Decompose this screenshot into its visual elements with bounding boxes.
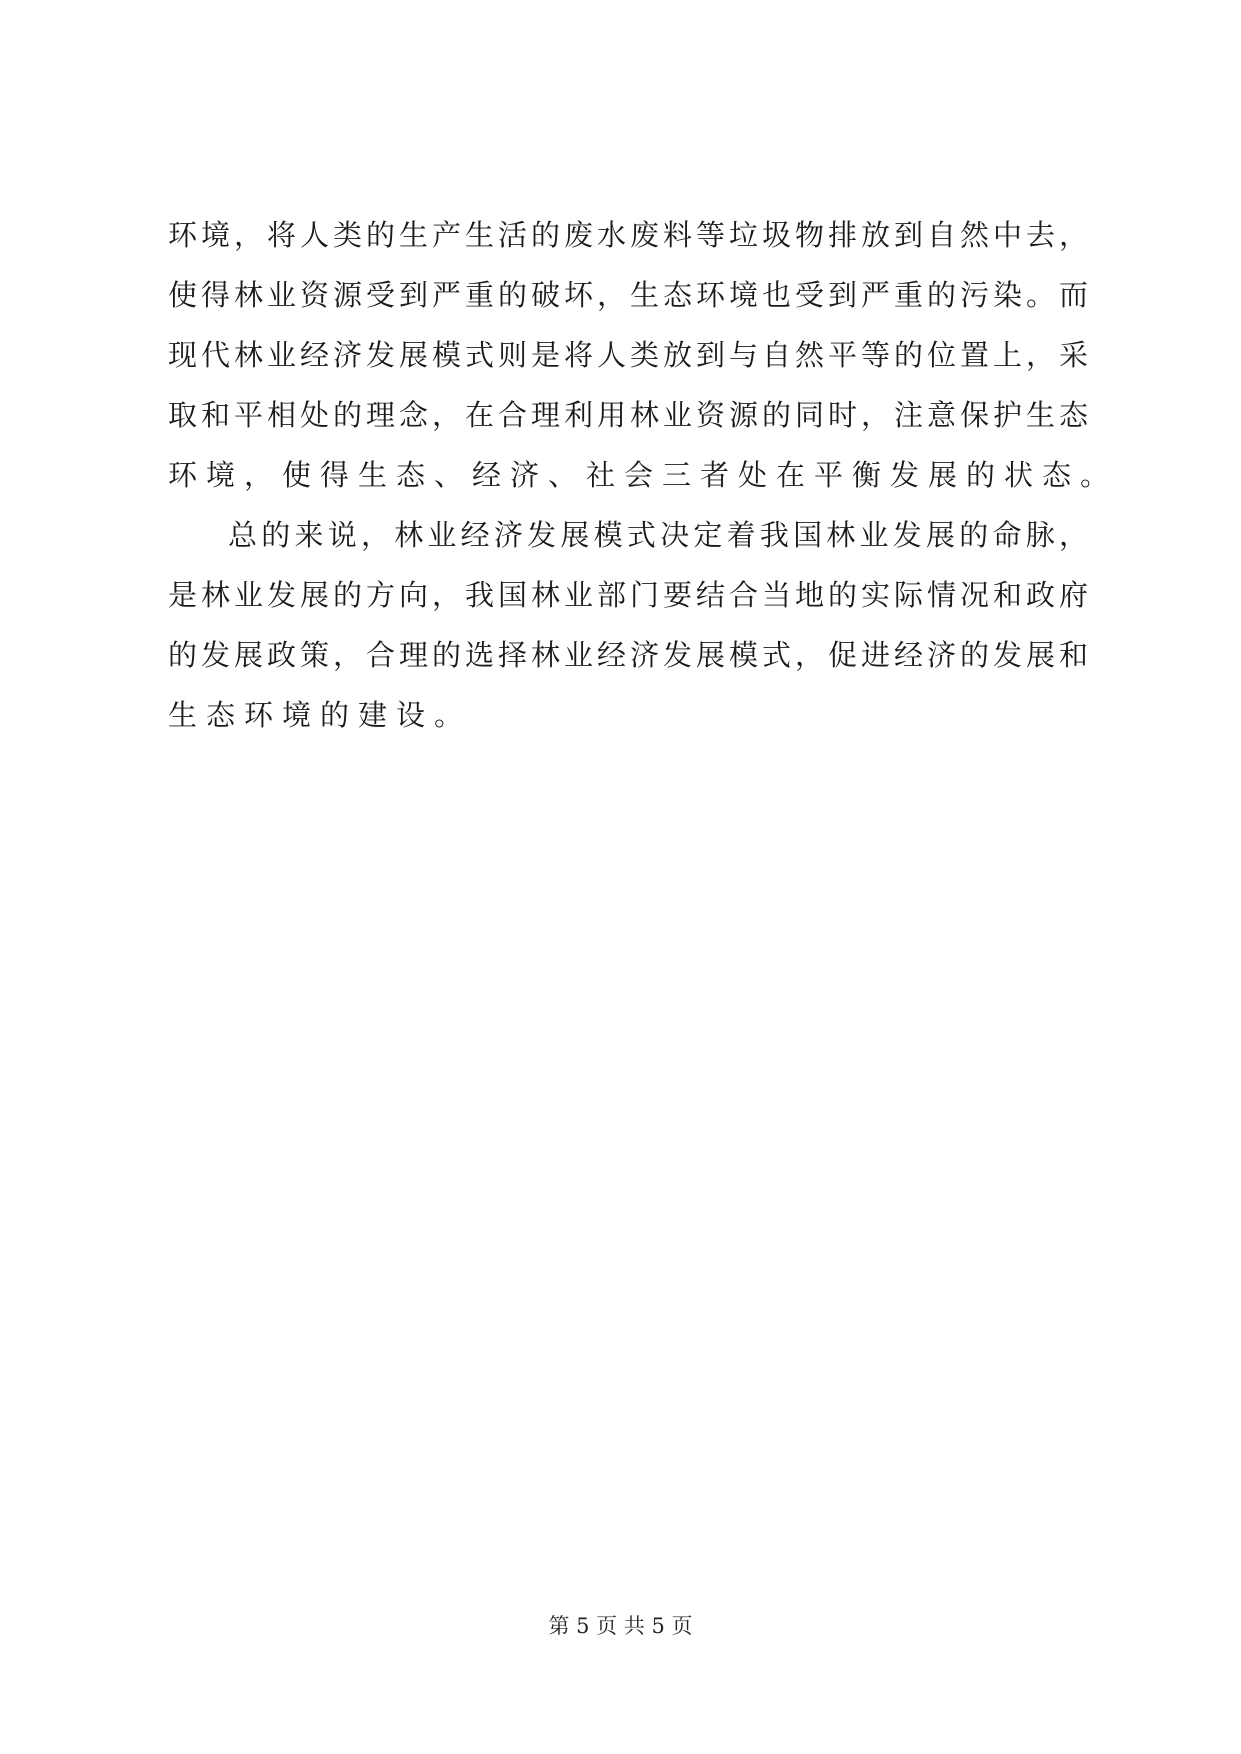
paragraph-line: 使得林业资源受到严重的破坏，生态环境也受到严重的污染。而 bbox=[168, 278, 1088, 312]
paragraph-line: 现代林业经济发展模式则是将人类放到与自然平等的位置上，采 bbox=[168, 338, 1088, 372]
document-body bbox=[168, 205, 1119, 745]
paragraph-line: 总的来说，林业经济发展模式决定着我国林业发展的命脉， bbox=[228, 518, 1088, 552]
paragraph-line: 取和平相处的理念，在合理利用林业资源的同时，注意保护生态 bbox=[168, 398, 1088, 432]
paragraph-line: 生态环境的建设。 bbox=[168, 698, 473, 732]
paragraph-1 bbox=[168, 205, 1119, 505]
page-footer bbox=[0, 1610, 1241, 1640]
paragraph-line: 环境，使得生态、经济、社会三者处在平衡发展的状态。 bbox=[168, 458, 1119, 492]
paragraph-line: 环境，将人类的生产生活的废水废料等垃圾物排放到自然中去， bbox=[168, 218, 1088, 252]
page-number-label: 第 5 页 共 5 页 bbox=[548, 1614, 693, 1638]
paragraph-2 bbox=[168, 505, 1088, 745]
paragraph-line: 的发展政策，合理的选择林业经济发展模式，促进经济的发展和 bbox=[168, 638, 1088, 672]
paragraph-line: 是林业发展的方向，我国林业部门要结合当地的实际情况和政府 bbox=[168, 578, 1088, 612]
